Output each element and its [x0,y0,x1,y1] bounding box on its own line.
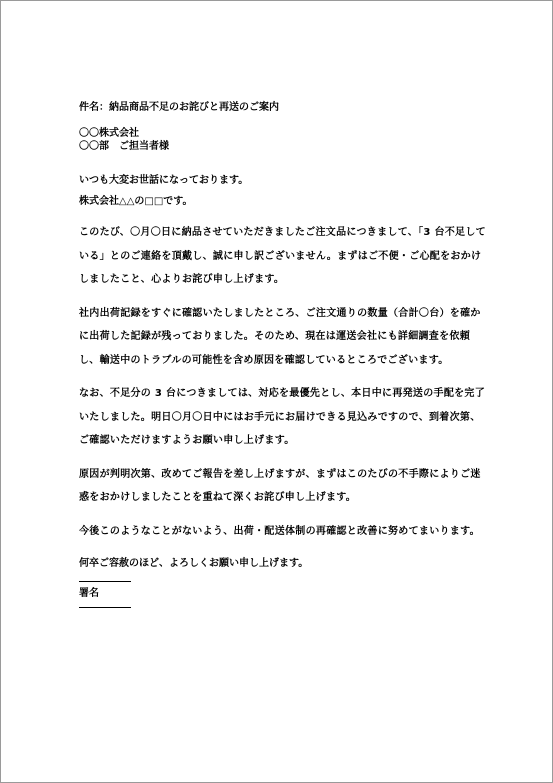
signature-rule-top [79,581,131,582]
greeting-line: いつも大変お世話になっております。 [79,175,249,186]
letter-body [79,101,489,613]
paragraph-reshipment: なお、不足分の 3 台につきましては、対応を最優先とし、本日中に再発送の手配を完了いたしました。明日〇月〇日中にはお手元にお届けできる見込みですので、到着次第、ご確認いただけますようお願い申し上げます。 [79,388,486,446]
recipient-department: 〇〇部 ご担当者様 [79,141,169,152]
signature-rule-bottom [79,607,131,608]
signature-block [79,581,489,608]
paragraph-improvement: 今後このようなことがないよう、出荷・配送体制の再確認と改善に努めてまいります。 [79,525,480,537]
sender-intro-line: 株式会社△△の□□です。 [79,196,193,207]
signature-label: 署名 [79,588,99,599]
subject-line: 件名：納品商品不足のお詫びと再送のご案内 [79,102,279,113]
recipient-company: 〇〇株式会社 [79,128,139,139]
greeting-block [79,170,489,212]
closing-line: 何卒ご容赦のほど、よろしくお願い申し上げます。 [79,558,309,569]
paragraph-investigation: 社内出荷記録をすぐに確認いたしましたところ、ご注文通りの数量（合計〇台）を確かに出荷した記録が残っておりました。そのため、現在は運送会社にも詳細調査を依頼し、輸送中のトラブルの可能性を含め原因を確認しているところでございます。 [79,307,481,366]
paragraph-apology: このたび、〇月〇日に納品させていただきましたご注文品につきまして、「3 台不足している」とのご連絡を頂戴し、誠に申し訳ございません。まずはご不便・ご心配をおかけしましたこと、心よりお詫び申し上げます。 [79,227,486,285]
recipient-block [79,127,489,153]
paragraph-report: 原因が判明次第、改めてご報告を差し上げますが、まずはこのたびの不手際によりご迷惑をおかけしましたことを重ねて深くお詫び申し上げます。 [79,468,481,503]
